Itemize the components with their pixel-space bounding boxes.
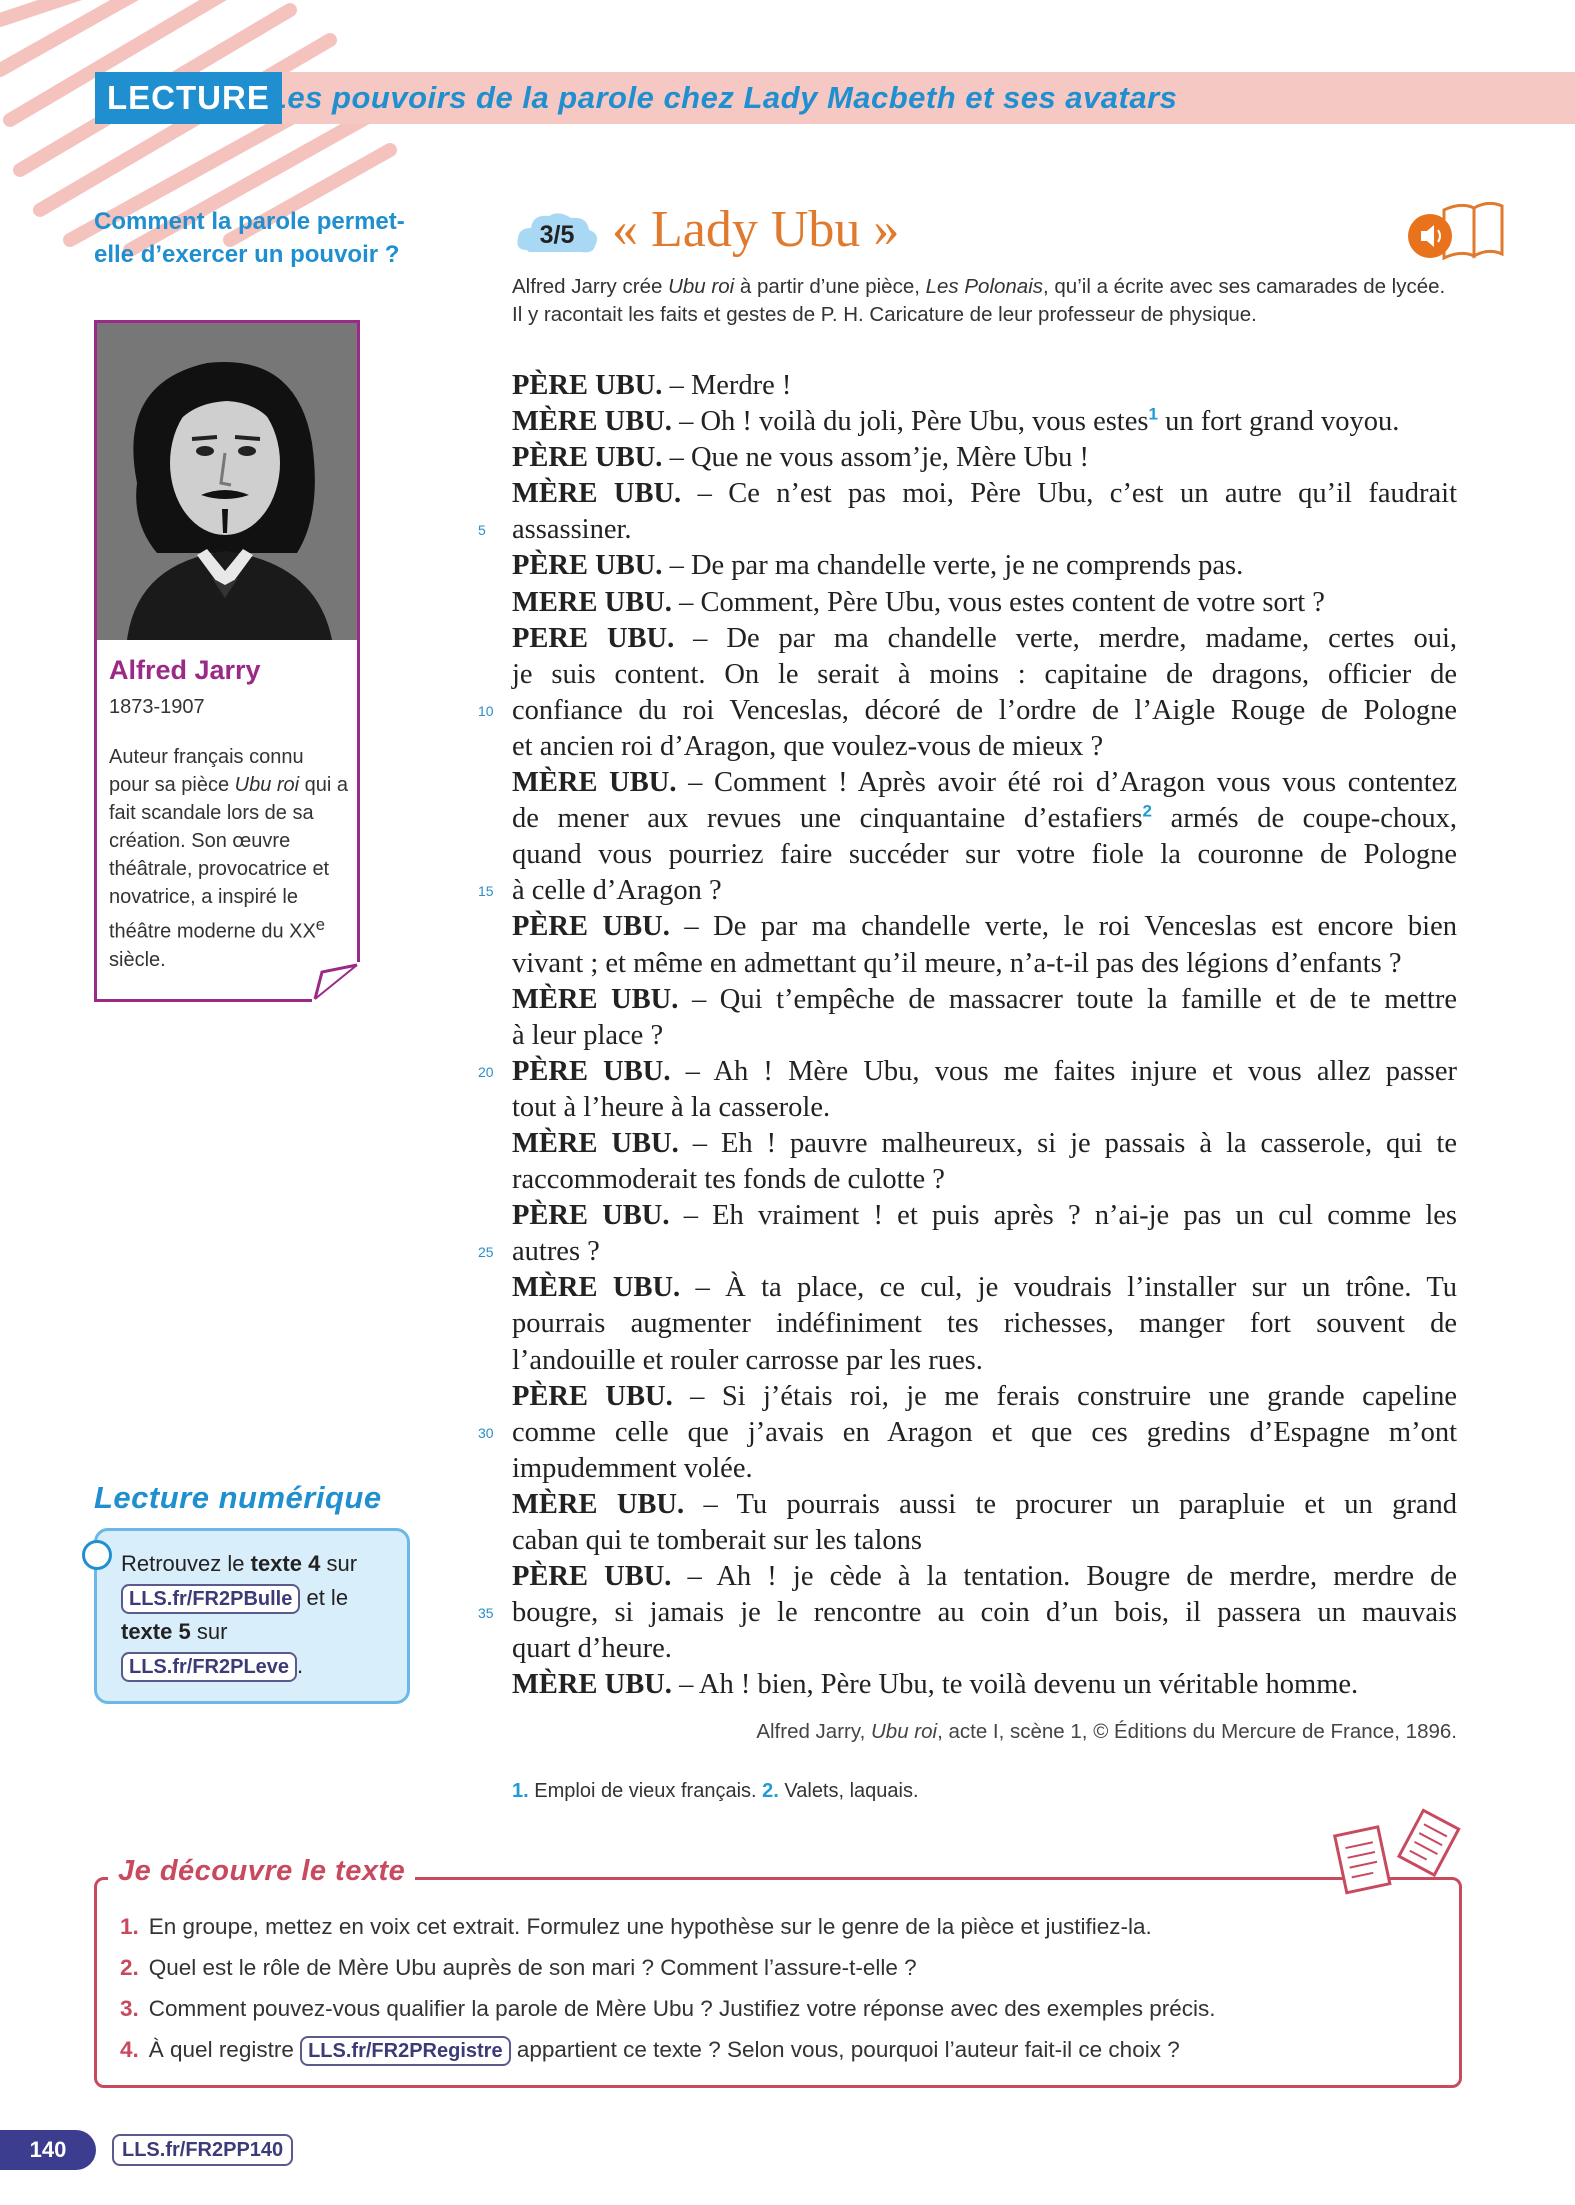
speaker-name: MÈRE UBU.: [512, 1127, 679, 1159]
question-number: 1.: [120, 1914, 139, 1939]
dialogue-text: – De par ma chandelle verte, le roi Venceslas est encore bien: [669, 911, 1457, 943]
question-number: 2.: [120, 1955, 139, 1980]
italic-text: Ubu roi: [870, 1720, 938, 1743]
text-title: « Lady Ubu »: [612, 201, 900, 258]
play-line: [512, 909, 1457, 945]
author-bio-card: [94, 320, 360, 1002]
digital-reading-text: [121, 1547, 401, 1683]
dialogue-text: – Tu pourrais aussi te procurer un parapluie et un grand: [684, 1488, 1457, 1520]
dialogue-text: – Comment, Père Ubu, vous estes content de votre sort ?: [671, 586, 1325, 618]
text-run: Auteur français connu pour sa pièce: [109, 746, 304, 796]
play-line: [512, 1198, 1457, 1234]
play-line: [512, 1559, 1457, 1595]
line-number: 30: [478, 1424, 494, 1441]
dialogue-text: assassiner.: [512, 514, 632, 546]
question-number: 3.: [120, 1996, 139, 2021]
play-line: [512, 982, 1457, 1018]
link[interactable]: LLS.fr/FR2PBulle: [121, 1584, 300, 1614]
dialogue-text: à leur place ?: [512, 1019, 664, 1051]
footnote-text: Valets, laquais.: [784, 1780, 919, 1802]
speaker-name: PÈRE UBU.: [512, 911, 670, 943]
play-line: [478, 1415, 1457, 1451]
text-run: sur: [320, 1551, 358, 1576]
italic-text: Les Polonais: [925, 275, 1044, 298]
chapter-title: Les pouvoirs de la parole chez Lady Macbeth et ses avatars: [268, 80, 1178, 115]
play-line: [512, 1126, 1457, 1162]
dialogue-text: de mener aux revues une cinquantaine d’estafiers: [512, 803, 1143, 835]
question-text: appartient ce texte ? Selon vous, pourquoi l’auteur fait-il ce choix ?: [510, 2037, 1180, 2062]
speaker-name: MÈRE UBU.: [512, 406, 672, 438]
dialogue-text: impudemment volée.: [512, 1452, 753, 1484]
question-item: [120, 1906, 1440, 1947]
dialogue-text: – À ta place, ce cul, je voudrais l’installer sur un trône. Tu: [680, 1272, 1457, 1304]
speaker-name: PÈRE UBU.: [512, 1200, 670, 1232]
page-link[interactable]: LLS.fr/FR2PP140: [112, 2134, 293, 2166]
text-introduction: [512, 273, 1457, 329]
play-line: [478, 1054, 1458, 1090]
play-line: [512, 1379, 1457, 1415]
play-line: [512, 440, 1457, 476]
dialogue-text: caban qui te tomberait sur les talons: [512, 1525, 922, 1556]
dialogue-text: confiance du roi Venceslas, décoré de l’ordre de l’Aigle Rouge de Pologne: [512, 694, 1457, 726]
dialogue-text: vivant ; et même en admettant qu’il meure, n’a-t-il pas des légions d’enfants ?: [512, 947, 1402, 979]
text-run: à partir d’une pièce,: [734, 275, 926, 298]
play-line: [512, 585, 1457, 621]
speaker-name: PÈRE UBU.: [512, 1561, 672, 1593]
dialogue-text: – Merdre !: [662, 370, 792, 401]
footnote-ref[interactable]: 2: [1142, 801, 1152, 821]
line-number: 20: [478, 1063, 494, 1080]
play-line: [512, 476, 1457, 512]
dialogue-text: autres ?: [512, 1236, 600, 1268]
dialogue-text: – Comment ! Après avoir été roi d’Aragon vous vous contentez: [676, 767, 1457, 799]
page-number: 140: [0, 2130, 96, 2170]
text-run: et le: [300, 1585, 349, 1610]
play-excerpt: [478, 368, 1458, 1703]
speaker-name: PÈRE UBU.: [512, 550, 663, 582]
dialogue-text: l’andouille et rouler carrosse par les rues.: [512, 1344, 983, 1376]
source-citation: [512, 1720, 1457, 1744]
play-line: [512, 404, 1457, 440]
link[interactable]: LLS.fr/FR2PLeve: [121, 1652, 297, 1682]
play-line: [512, 1306, 1457, 1342]
question-text: Quel est le rôle de Mère Ubu auprès de son mari ? Comment l’assure-t-elle ?: [148, 1955, 917, 1980]
dialogue-text: un fort grand voyou.: [1157, 406, 1400, 438]
text-run: sur: [190, 1619, 228, 1644]
dialogue-text: quand vous pourriez faire succéder sur votre fiole la couronne de Pologne: [512, 839, 1457, 871]
discover-title: Je découvre le texte: [108, 1855, 415, 1888]
page-fold-corner: [312, 962, 360, 1002]
question-item: [120, 1988, 1440, 2029]
line-number: 10: [478, 702, 494, 719]
superscript: e: [315, 915, 326, 934]
play-line: [512, 657, 1457, 693]
digital-reading-box: [94, 1528, 410, 1704]
play-line: [512, 1018, 1457, 1054]
text-run: Alfred Jarry crée: [512, 275, 669, 298]
dialogue-text: raccommoderait tes fonds de culotte ?: [512, 1164, 945, 1196]
dialogue-text: – Ah ! je cède à la tentation. Bougre de merdre, merdre de: [671, 1561, 1457, 1593]
discover-questions: [120, 1906, 1440, 2070]
dialogue-text: – Ah ! bien, Père Ubu, te voilà devenu un véritable homme.: [671, 1669, 1359, 1701]
author-dates: 1873-1907: [109, 696, 205, 718]
play-line: [512, 837, 1457, 873]
speaker-name: MERE UBU.: [512, 586, 672, 618]
dialogue-text: à celle d’Aragon ?: [512, 875, 722, 907]
text-number-badge: 3/5: [539, 221, 575, 249]
play-line: [512, 765, 1457, 801]
play-line: [512, 1523, 1457, 1559]
speaker-name: PÈRE UBU.: [512, 1380, 673, 1412]
dialogue-text: pourrais augmenter indéfiniment tes richesses, manger fort souvent de: [512, 1308, 1457, 1340]
play-line: [478, 873, 1457, 909]
digital-reading-title: Lecture numérique: [94, 1480, 382, 1515]
footnote-number: 2.: [762, 1780, 779, 1802]
question-number: 4.: [120, 2037, 139, 2062]
speaker-name: MÈRE UBU.: [512, 478, 682, 510]
dialogue-text: – Ah ! Mère Ubu, vous me faites injure et vous allez passer: [670, 1055, 1458, 1087]
section-tag: LECTURE: [95, 72, 282, 124]
italic-text: Ubu roi: [668, 275, 735, 298]
play-line: [512, 1487, 1457, 1523]
speaker-name: PÈRE UBU.: [512, 370, 663, 401]
text-run: , qu’il a écrite avec ses camarades de lycée. Il y racontait les faits et gestes de P. H. Caricature de leur professeur de physique.: [512, 275, 1446, 326]
speaker-name: MÈRE UBU.: [512, 1669, 672, 1701]
author-description: [109, 743, 349, 974]
play-line: [478, 1595, 1457, 1631]
speaker-name: MÈRE UBU.: [512, 767, 677, 799]
play-line: [512, 1631, 1457, 1667]
speaker-name: PÈRE UBU.: [512, 442, 663, 474]
play-line: [512, 1090, 1457, 1126]
dialogue-text: – De par ma chandelle verte, merdre, madame, certes oui,: [674, 622, 1458, 654]
speaker-name: MÈRE UBU.: [512, 983, 679, 1015]
dialogue-text: comme celle que j’avais en Aragon et que ces gredins d’Espagne m’ont: [512, 1416, 1457, 1448]
text-run: qui a fait scandale lors de sa création. Son œuvre théâtrale, provocatrice et novatrice, a inspiré le théâtre moderne du XX: [109, 774, 349, 943]
papers-icon: [1326, 1808, 1466, 1898]
registre-link[interactable]: LLS.fr/FR2PRegistre: [300, 2036, 510, 2066]
line-number: 15: [478, 883, 494, 900]
dialogue-text: je suis content. On le serait à moins : capitaine de dragons, officier de: [512, 658, 1457, 690]
dialogue-text: – Eh ! pauvre malheureux, si je passais à la casserole, qui te: [678, 1127, 1457, 1159]
speaker-name: MÈRE UBU.: [512, 1488, 685, 1520]
speaker-name: MÈRE UBU.: [512, 1272, 681, 1304]
play-line: [512, 946, 1457, 982]
line-number: 35: [478, 1605, 494, 1622]
play-line: [478, 1234, 1457, 1270]
play-line: [512, 1343, 1457, 1379]
guiding-question: Comment la parole permet-elle d’exercer un pouvoir ?: [94, 208, 405, 268]
line-number: 5: [478, 522, 486, 539]
dialogue-text: – Que ne vous assom’je, Mère Ubu !: [662, 442, 1090, 474]
question-text: Comment pouvez-vous qualifier la parole de Mère Ubu ? Justifiez votre réponse avec des exemples précis.: [148, 1996, 1216, 2021]
dialogue-text: – De par ma chandelle verte, je ne comprends pas.: [662, 550, 1244, 582]
play-line: [512, 1162, 1457, 1198]
italic-text: Ubu roi: [234, 774, 300, 796]
play-line: [512, 1270, 1457, 1306]
author-name: Alfred Jarry: [109, 655, 261, 685]
question-text: À quel registre: [148, 2037, 301, 2062]
ring-icon: [82, 1540, 112, 1570]
question-item: [120, 2029, 1440, 2070]
dialogue-text: et ancien roi d’Aragon, que voulez-vous de mieux ?: [512, 730, 1104, 762]
speaker-name: PERE UBU.: [512, 622, 675, 654]
play-line: [512, 801, 1457, 837]
play-line: [512, 368, 1457, 404]
speaker-name: PÈRE UBU.: [512, 1055, 671, 1087]
play-line: [512, 621, 1457, 657]
bold-text: texte 4: [250, 1551, 321, 1576]
text-run: Alfred Jarry,: [756, 1720, 871, 1743]
dialogue-text: – Oh ! voilà du joli, Père Ubu, vous estes: [671, 406, 1149, 438]
bold-text: texte 5: [121, 1619, 191, 1644]
footnotes: [512, 1780, 919, 1803]
dialogue-text: – Si j’étais roi, je me ferais construire une grande capeline: [672, 1380, 1458, 1412]
question-item: [120, 1947, 1440, 1988]
play-line: [478, 512, 1457, 548]
portrait-photo: [97, 323, 357, 640]
dialogue-text: armés de coupe-choux,: [1152, 803, 1457, 835]
dialogue-text: – Ce n’est pas moi, Père Ubu, c’est un autre qu’il faudrait: [681, 478, 1457, 510]
dialogue-text: tout à l’heure à la casserole.: [512, 1091, 831, 1123]
author-portrait: [97, 323, 357, 640]
play-line: [512, 1667, 1457, 1703]
play-line: [512, 729, 1457, 765]
footnote-ref[interactable]: 1: [1148, 404, 1158, 424]
dialogue-text: bougre, si jamais je le rencontre au coin d’un bois, il passera un mauvais: [512, 1597, 1457, 1629]
play-line: [512, 548, 1457, 584]
play-line: [512, 1451, 1457, 1487]
audio-book-icon[interactable]: [1406, 196, 1506, 266]
dialogue-text: – Qui t’empêche de massacrer toute la famille et de te mettre: [678, 983, 1457, 1015]
dialogue-text: – Eh vraiment ! et puis après ? n’ai-je pas un cul comme les: [669, 1200, 1458, 1232]
play-line: [478, 693, 1457, 729]
text-run: siècle.: [109, 948, 166, 971]
footnote-text: Emploi de vieux français.: [534, 1780, 757, 1802]
footnote-number: 1.: [512, 1780, 529, 1802]
line-number: 25: [478, 1244, 494, 1261]
text-run: , acte I, scène 1, © Éditions du Mercure de France, 1896.: [937, 1720, 1457, 1743]
text-run: Retrouvez le: [121, 1551, 251, 1576]
text-run: .: [297, 1653, 304, 1678]
question-text: En groupe, mettez en voix cet extrait. Formulez une hypothèse sur le genre de la pièce et justifiez-la.: [148, 1914, 1152, 1939]
dialogue-text: quart d’heure.: [512, 1633, 672, 1665]
